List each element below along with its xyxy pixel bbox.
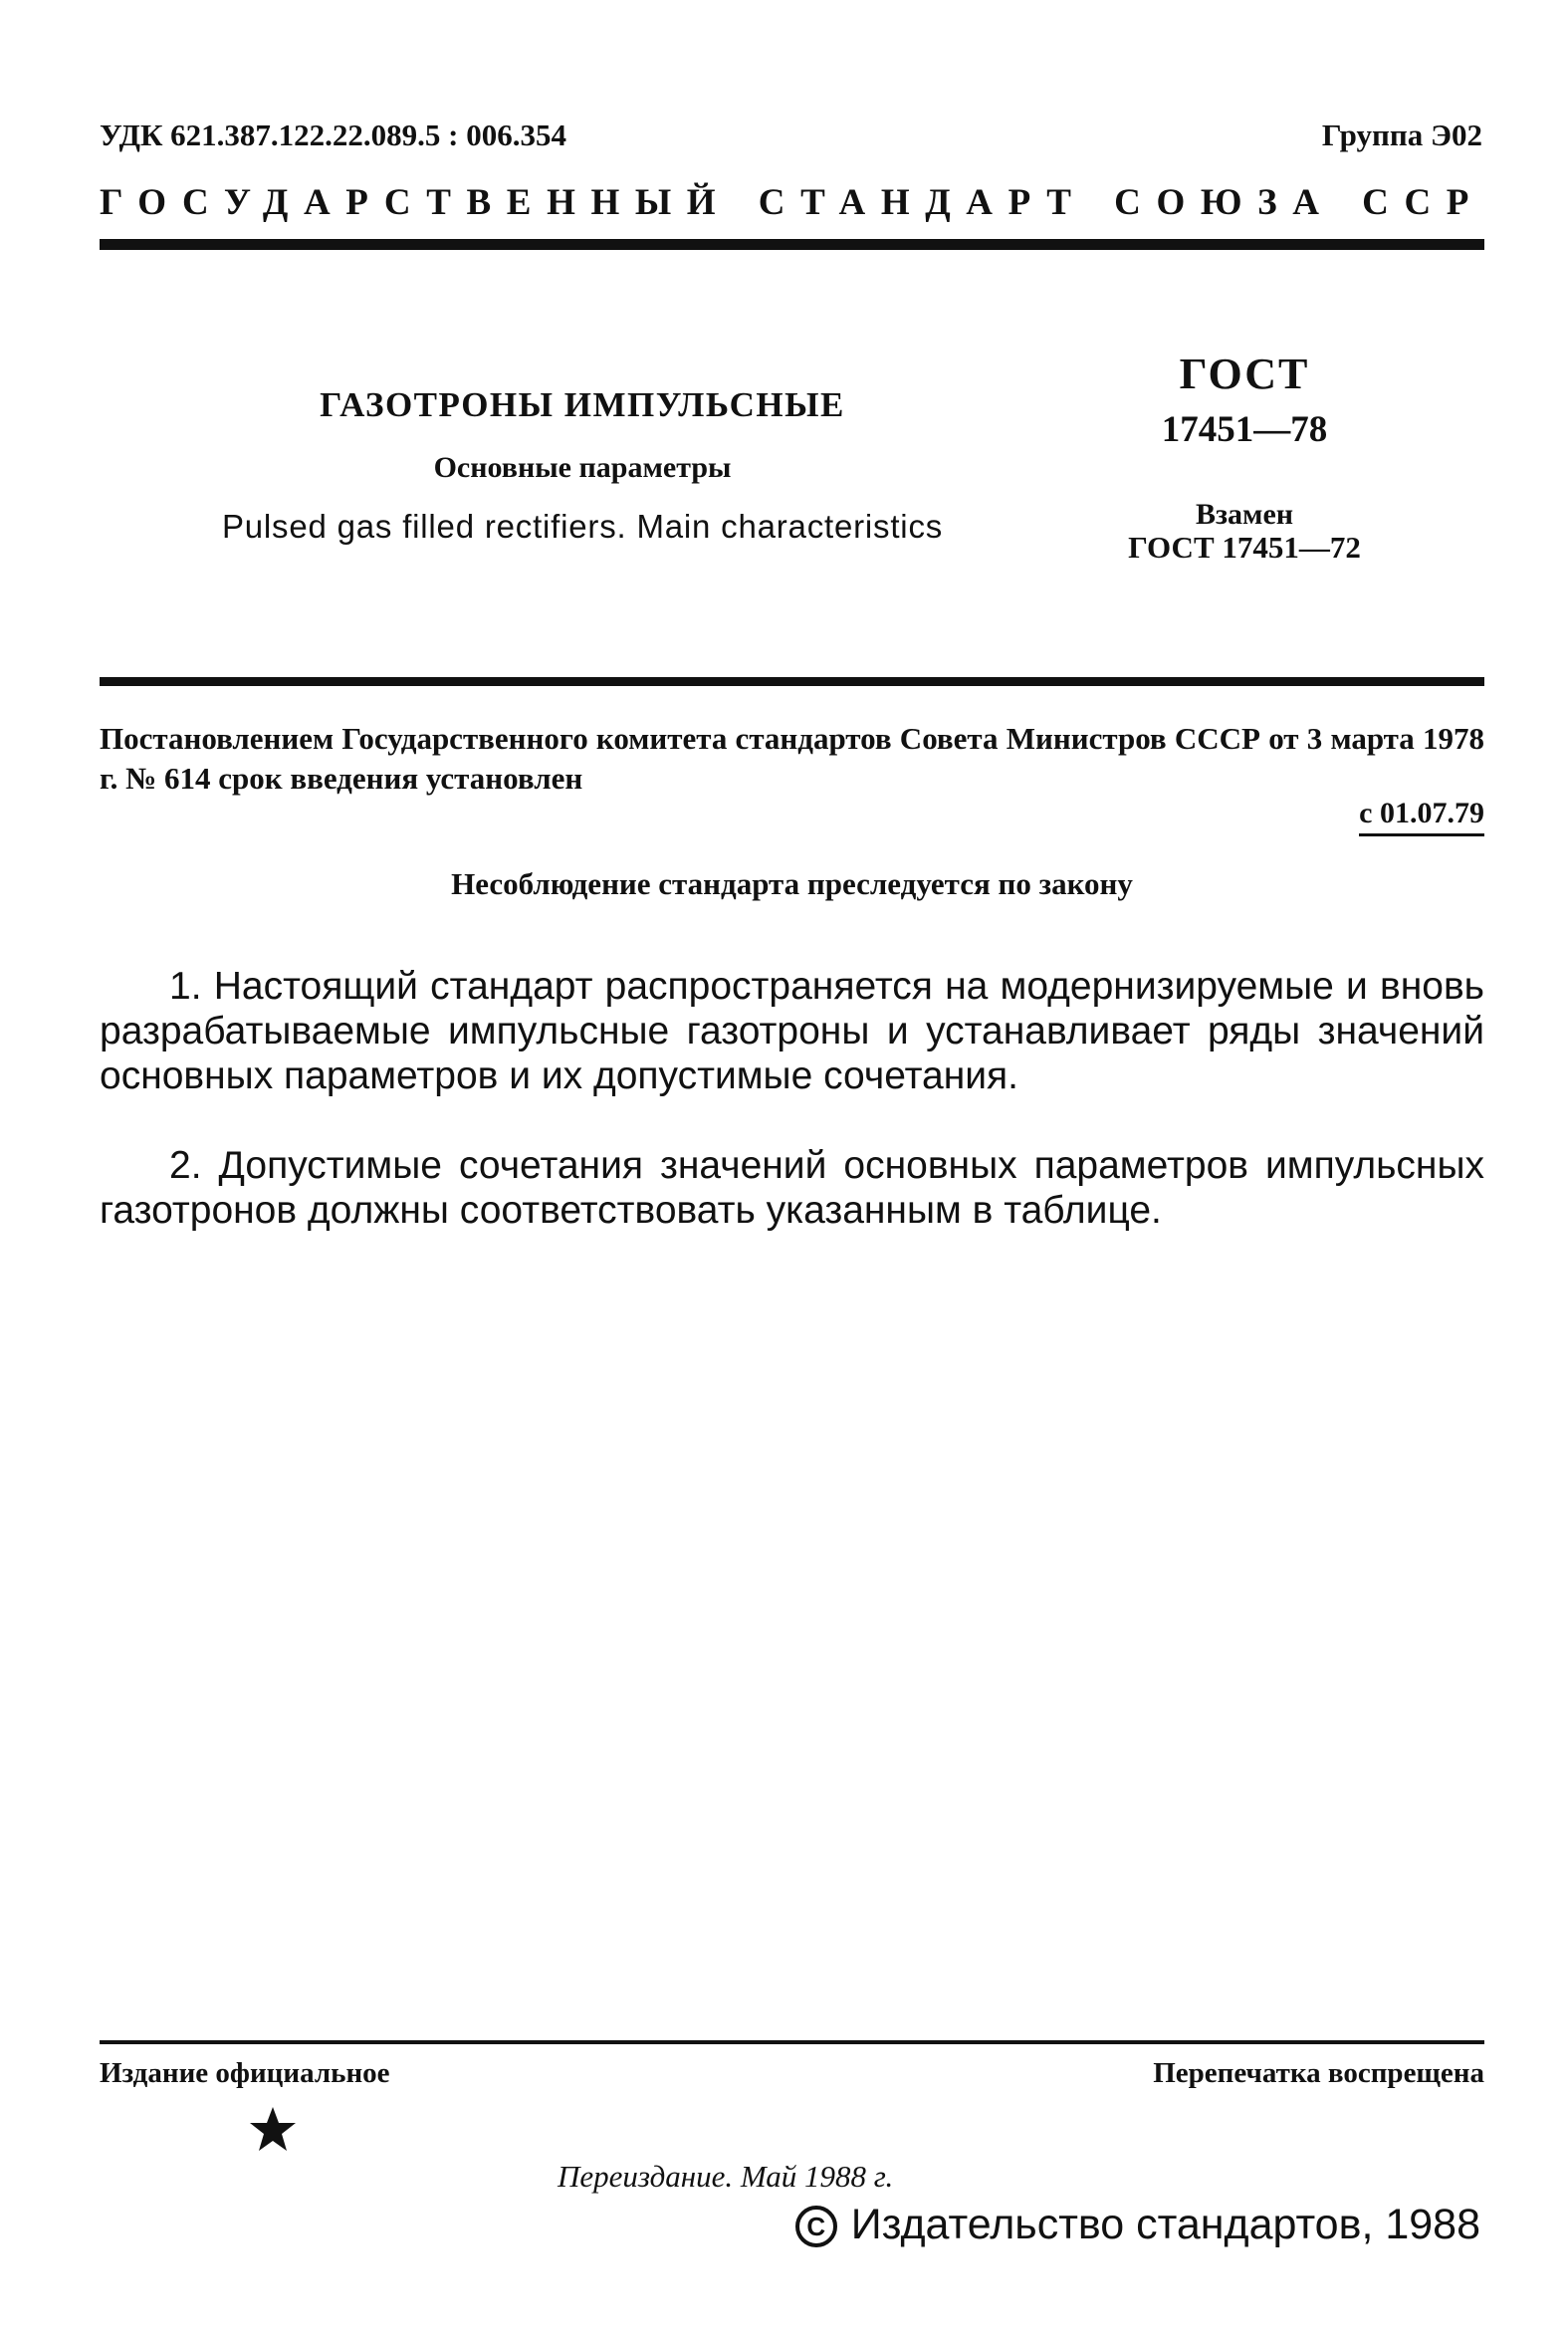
replaces-label: Взамен	[1195, 498, 1294, 531]
reprint-notice: Перепечатка воспрещена	[1153, 2057, 1484, 2089]
title-block	[199, 383, 966, 547]
standard-banner: ГОСУДАРСТВЕННЫЙ СТАНДАРТ СОЮЗА ССР	[100, 182, 1484, 223]
publisher-line	[795, 2201, 1480, 2249]
document-title: ГАЗОТРОНЫ ИМПУЛЬСНЫЕ	[320, 385, 845, 424]
publisher-name: Издательство стандартов, 1988	[850, 2201, 1480, 2248]
decree-text: Постановлением Государственного комитета стандартов Совета Министров СССР от 3 марта 1978 г. № 614 срок введения установлен	[100, 721, 1484, 796]
official-edition-label: Издание официальное	[100, 2057, 390, 2089]
star-icon	[249, 2105, 297, 2153]
reedition-note: Переиздание. Май 1988 г.	[558, 2159, 894, 2194]
replaced-standard: ГОСТ 17451—72	[1128, 530, 1361, 565]
group-code: Группа Э02	[1321, 117, 1482, 152]
gost-number: 17451—78	[1161, 409, 1328, 450]
middle-rule	[100, 677, 1484, 686]
gost-block	[1095, 349, 1394, 566]
bottom-rule	[100, 2040, 1484, 2044]
top-rule	[100, 239, 1484, 250]
paragraph-1: 1. Настоящий стандарт распространяется на модернизируемые и вновь разрабатываемые импульсные газотроны и устанавливает ряды значений основных параметров и их допустимые сочетания.	[100, 965, 1484, 1097]
effective-date: с 01.07.79	[1359, 797, 1484, 836]
paragraph-2: 2. Допустимые сочетания значений основных параметров импульсных газотронов должны соответствовать указанным в таблице.	[100, 1144, 1484, 1232]
copyright-icon: C	[795, 2206, 837, 2247]
document-subtitle: Основные параметры	[433, 451, 732, 484]
gost-label: ГОСТ	[1179, 350, 1310, 398]
legal-warning: Несоблюдение стандарта преследуется по закону	[451, 866, 1133, 901]
udk-code: УДК 621.387.122.22.089.5 : 006.354	[100, 117, 566, 152]
english-title: Pulsed gas filled rectifiers. Main characteristics	[221, 508, 944, 545]
